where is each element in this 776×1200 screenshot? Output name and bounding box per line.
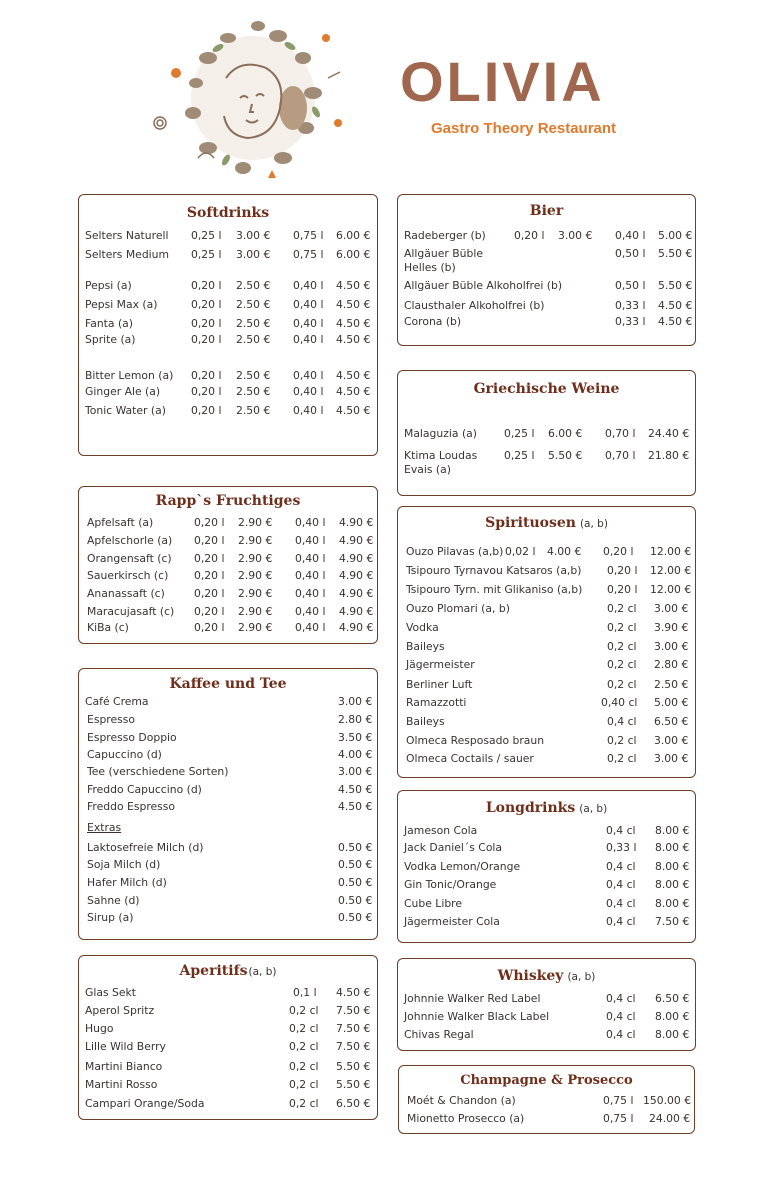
- item-volume: 0,40 l: [293, 385, 324, 398]
- item-volume: 0,2 cl: [289, 1040, 319, 1053]
- item-name: Selters Medium: [85, 248, 170, 261]
- item-volume: 0,40 l: [293, 369, 324, 382]
- item-name: Martini Rosso: [85, 1078, 158, 1091]
- item-name: Sprite (a): [85, 333, 136, 346]
- item-name: Apfelsaft (a): [87, 516, 154, 529]
- item-volume: 0,2 cl: [289, 1004, 319, 1017]
- section-title-text: Longdrinks: [485, 800, 576, 816]
- item-price: 7.50 €: [655, 915, 690, 928]
- item-volume: 0,25 l: [504, 449, 535, 462]
- item-name: Campari Orange/Soda: [85, 1097, 205, 1110]
- item-volume: 0,20 l: [191, 333, 222, 346]
- item-price: 4.50 €: [336, 317, 371, 330]
- kaffee-card: [78, 668, 378, 940]
- item-price: 5.50 €: [658, 279, 693, 292]
- item-volume: 0,50 l: [615, 279, 646, 292]
- item-price: 4.90 €: [339, 534, 374, 547]
- item-price: 24.00 €: [649, 1112, 691, 1125]
- section-title-text: Aperitifs: [179, 963, 248, 979]
- item-price: 8.00 €: [655, 1028, 690, 1041]
- item-price: 4.50 €: [336, 986, 371, 999]
- item-volume: 0,20 l: [191, 317, 222, 330]
- item-price: 2.50 €: [236, 369, 271, 382]
- item-volume: 0,2 cl: [607, 678, 637, 691]
- item-price: 5.50 €: [336, 1060, 371, 1073]
- item-volume: 0,2 cl: [289, 1097, 319, 1110]
- item-volume: 0,25 l: [191, 229, 222, 242]
- item-price: 21.80 €: [648, 449, 690, 462]
- item-price: 0.50 €: [338, 894, 373, 907]
- item-price: 8.00 €: [655, 824, 690, 837]
- item-name: Vodka: [406, 621, 439, 634]
- item-price: 7.50 €: [336, 1040, 371, 1053]
- item-volume: 0,4 cl: [606, 1028, 636, 1041]
- item-volume: 0,02 l: [505, 545, 536, 558]
- item-name: Berliner Luft: [406, 678, 473, 691]
- champagne-card: [398, 1065, 695, 1134]
- item-volume: 0,50 l: [615, 247, 646, 260]
- item-price: 5.50 €: [658, 247, 693, 260]
- item-price: 0.50 €: [338, 858, 373, 871]
- item-price: 3.50 €: [338, 731, 373, 744]
- item-name: Hugo: [85, 1022, 114, 1035]
- item-price: 4.50 €: [336, 279, 371, 292]
- item-price: 6.50 €: [655, 992, 690, 1005]
- item-volume: 0,2 cl: [607, 640, 637, 653]
- item-volume: 0,70 l: [605, 449, 636, 462]
- item-price: 3.00 €: [236, 229, 271, 242]
- item-volume: 0,20 l: [194, 587, 225, 600]
- item-price: 4.90 €: [339, 569, 374, 582]
- item-price: 4.50 €: [336, 298, 371, 311]
- section-title: Kaffee und Tee: [169, 676, 287, 692]
- item-name: Johnnie Walker Black Label: [404, 1010, 550, 1023]
- olive-woman-illustration: [148, 8, 358, 188]
- item-name: Cube Libre: [404, 897, 463, 910]
- item-volume: 0,20 l: [194, 621, 225, 634]
- item-price: 3.00 €: [338, 765, 373, 778]
- item-price: 4.90 €: [339, 587, 374, 600]
- section-title: Rapp`s Fruchtiges: [155, 493, 301, 509]
- item-price: 5.00 €: [654, 696, 689, 709]
- item-name: Ramazzotti: [406, 696, 467, 709]
- item-price: 2.50 €: [236, 317, 271, 330]
- item-volume: 0,40 l: [293, 317, 324, 330]
- section-title: Bier: [529, 203, 564, 219]
- item-volume: 0,40 l: [293, 333, 324, 346]
- item-price: 3.00 €: [654, 734, 689, 747]
- item-name: Baileys: [406, 640, 445, 653]
- item-price: 4.50 €: [338, 783, 373, 796]
- item-price: 6.00 €: [336, 229, 371, 242]
- item-name: Fanta (a): [85, 317, 134, 330]
- item-volume: 0,40 l: [295, 552, 326, 565]
- item-name: Maracujasaft (c): [87, 605, 175, 618]
- item-price: 6.50 €: [654, 715, 689, 728]
- item-price: 4.90 €: [339, 516, 374, 529]
- item-volume: 0,2 cl: [607, 658, 637, 671]
- item-volume: 0,40 l: [295, 587, 326, 600]
- item-name: Allgäuer Büble Alkoholfrei (b): [404, 279, 563, 292]
- item-volume: 0,20 l: [194, 605, 225, 618]
- item-name: Ouzo Plomari (a, b): [406, 602, 510, 615]
- item-name: Olmeca Resposado braun: [406, 734, 545, 747]
- item-price: 8.00 €: [655, 860, 690, 873]
- item-name: Johnnie Walker Red Label: [404, 992, 541, 1005]
- allergen-note: (a, b): [579, 518, 608, 530]
- item-price: 3.00 €: [654, 752, 689, 765]
- item-price: 5.50 €: [548, 449, 583, 462]
- item-name: Bitter Lemon (a): [85, 369, 174, 382]
- item-name: Jameson Cola: [404, 824, 478, 837]
- item-volume: 0,2 cl: [607, 602, 637, 615]
- item-volume: 0,40 l: [293, 298, 324, 311]
- item-price: 8.00 €: [655, 1010, 690, 1023]
- spirituosen-card: [397, 506, 696, 778]
- item-price: 4.50 €: [336, 333, 371, 346]
- item-name: Freddo Capuccino (d): [87, 783, 202, 796]
- item-name: Capuccino (d): [87, 748, 162, 761]
- item-name: Ginger Ale (a): [85, 385, 161, 398]
- item-price: 5.50 €: [336, 1078, 371, 1091]
- item-price: 8.00 €: [655, 841, 690, 854]
- item-price: 3.00 €: [654, 602, 689, 615]
- item-price: 3.00 €: [558, 229, 593, 242]
- item-volume: 0,40 l: [615, 229, 646, 242]
- item-name: Café Crema: [85, 695, 149, 708]
- softdrinks-card: [78, 194, 378, 456]
- section-title: Griechische Weine: [473, 381, 620, 397]
- item-name: KiBa (c): [87, 621, 129, 634]
- item-volume: 0,20 l: [194, 569, 225, 582]
- item-name: Jägermeister Cola: [404, 915, 500, 928]
- item-volume: 0,40 l: [293, 404, 324, 417]
- item-name: Sauerkirsch (c): [87, 569, 169, 582]
- item-volume: 0,2 cl: [289, 1022, 319, 1035]
- item-price: 7.50 €: [336, 1004, 371, 1017]
- item-volume: 0,1 l: [293, 986, 317, 999]
- item-name: Lille Wild Berry: [85, 1040, 166, 1053]
- item-name: Hafer Milch (d): [87, 876, 167, 889]
- item-volume: 0,20 l: [191, 385, 222, 398]
- section-title: [398, 800, 695, 816]
- item-price: 0.50 €: [338, 841, 373, 854]
- allergen-note: (a, b): [248, 966, 277, 978]
- item-price: 8.00 €: [655, 897, 690, 910]
- item-price: 4.90 €: [339, 605, 374, 618]
- item-volume: 0,40 l: [295, 534, 326, 547]
- item-price: 4.50 €: [338, 800, 373, 813]
- section-title: Softdrinks: [186, 205, 270, 221]
- aperitifs-card: [78, 955, 378, 1120]
- item-name: Orangensaft (c): [87, 552, 172, 565]
- item-name: Corona (b): [404, 315, 462, 328]
- item-price: 4.50 €: [336, 385, 371, 398]
- item-name: Olmeca Coctails / sauer: [406, 752, 534, 765]
- item-name: Tsipouro Tyrn. mit Glikaniso (a,b): [406, 583, 583, 596]
- item-name: Ktima Loudas Evais (a): [404, 449, 478, 476]
- item-price: 2.90 €: [238, 605, 273, 618]
- item-price: 2.50 €: [654, 678, 689, 691]
- item-volume: 0,40 l: [295, 621, 326, 634]
- item-name: Vodka Lemon/Orange: [404, 860, 521, 873]
- item-name: Chivas Regal: [404, 1028, 474, 1041]
- section-title: Champagne & Prosecco: [460, 1073, 633, 1088]
- item-price: 7.50 €: [336, 1022, 371, 1035]
- item-volume: 0,40 l: [293, 279, 324, 292]
- item-price: 6.00 €: [336, 248, 371, 261]
- longdrinks-card: [397, 790, 696, 943]
- item-volume: 0,20 l: [191, 279, 222, 292]
- item-price: 4.00 €: [338, 748, 373, 761]
- item-price: 2.50 €: [236, 279, 271, 292]
- brand-name: OLIVIA: [400, 50, 605, 113]
- item-volume: 0,75 l: [293, 229, 324, 242]
- item-name: Espresso Doppio: [87, 731, 177, 744]
- item-volume: 0,70 l: [605, 427, 636, 440]
- item-price: 4.50 €: [658, 315, 693, 328]
- item-price: 5.00 €: [658, 229, 693, 242]
- item-volume: 0,4 cl: [606, 915, 636, 928]
- fruchtiges-card: [78, 486, 378, 644]
- item-name: Sahne (d): [87, 894, 140, 907]
- section-title-text: Spirituosen: [485, 515, 576, 531]
- item-name: Tsipouro Tyrnavou Katsaros (a,b): [406, 564, 582, 577]
- item-volume: 0,2 cl: [607, 734, 637, 747]
- item-volume: 0,75 l: [603, 1112, 634, 1125]
- item-price: 0.50 €: [338, 911, 373, 924]
- item-volume: 0,20 l: [603, 545, 634, 558]
- item-price: 2.90 €: [238, 621, 273, 634]
- item-name: Freddo Espresso: [87, 800, 176, 813]
- item-volume: 0,20 l: [607, 583, 638, 596]
- whiskey-card: [397, 958, 696, 1051]
- item-volume: 0,4 cl: [606, 897, 636, 910]
- item-price: 12.00 €: [650, 564, 692, 577]
- item-volume: 0,75 l: [293, 248, 324, 261]
- item-price: 24.40 €: [648, 427, 690, 440]
- item-volume: 0,20 l: [194, 552, 225, 565]
- extras-label: Extras: [87, 821, 122, 834]
- item-price: 4.50 €: [336, 369, 371, 382]
- section-title-text: Whiskey: [497, 968, 564, 984]
- item-name: Soja Milch (d): [87, 858, 161, 871]
- section-title: [398, 515, 695, 531]
- item-volume: 0,4 cl: [607, 715, 637, 728]
- item-volume: 0,20 l: [607, 564, 638, 577]
- item-volume: 0,2 cl: [289, 1060, 319, 1073]
- item-volume: 0,20 l: [194, 534, 225, 547]
- item-price: 2.90 €: [238, 569, 273, 582]
- item-volume: 0,20 l: [191, 298, 222, 311]
- item-price: 2.90 €: [238, 534, 273, 547]
- item-volume: 0,4 cl: [606, 992, 636, 1005]
- item-volume: 0,40 l: [295, 569, 326, 582]
- item-volume: 0,40 cl: [601, 696, 638, 709]
- item-price: 12.00 €: [650, 583, 692, 596]
- item-name: Ananassaft (c): [87, 587, 165, 600]
- item-price: 2.50 €: [236, 333, 271, 346]
- item-price: 8.00 €: [655, 878, 690, 891]
- item-price: 150.00 €: [643, 1094, 692, 1107]
- item-volume: 0,20 l: [194, 516, 225, 529]
- item-name: Jack Daniel´s Cola: [404, 841, 503, 854]
- item-name: Pepsi Max (a): [85, 298, 158, 311]
- item-price: 4.90 €: [339, 621, 374, 634]
- item-name: Martini Bianco: [85, 1060, 163, 1073]
- item-price: 3.00 €: [338, 695, 373, 708]
- brand-subtitle: Gastro Theory Restaurant: [431, 120, 617, 137]
- item-name: Jägermeister: [406, 658, 475, 671]
- item-volume: 0,2 cl: [607, 752, 637, 765]
- item-name: Espresso: [87, 713, 136, 726]
- item-price: 6.50 €: [336, 1097, 371, 1110]
- item-name: Moét & Chandon (a): [407, 1094, 516, 1107]
- item-price: 2.50 €: [236, 298, 271, 311]
- item-volume: 0,20 l: [191, 369, 222, 382]
- item-price: 0.50 €: [338, 876, 373, 889]
- item-volume: 0,2 cl: [607, 621, 637, 634]
- item-name: Glas Sekt: [85, 986, 137, 999]
- item-volume: 0,25 l: [504, 427, 535, 440]
- item-volume: 0,33 l: [615, 299, 646, 312]
- item-volume: 0,4 cl: [606, 860, 636, 873]
- item-price: 12.00 €: [650, 545, 692, 558]
- item-name: Radeberger (b): [404, 229, 486, 242]
- item-price: 2.90 €: [238, 516, 273, 529]
- item-name: Laktosefreie Milch (d): [87, 841, 204, 854]
- item-price: 2.50 €: [236, 404, 271, 417]
- item-volume: 0,25 l: [191, 248, 222, 261]
- item-price: 3.00 €: [654, 640, 689, 653]
- item-name: Baileys: [406, 715, 445, 728]
- item-volume: 0,33 l: [615, 315, 646, 328]
- item-price: 3.00 €: [236, 248, 271, 261]
- item-volume: 0,40 l: [295, 605, 326, 618]
- item-name: Tonic Water (a): [85, 404, 166, 417]
- section-title: [398, 968, 695, 984]
- allergen-note: (a, b): [579, 803, 608, 815]
- item-volume: 0,20 l: [514, 229, 545, 242]
- item-name: Allgäuer Büble Helles (b): [404, 247, 483, 274]
- item-price: 2.80 €: [338, 713, 373, 726]
- item-price: 2.80 €: [654, 658, 689, 671]
- item-price: 4.00 €: [547, 545, 582, 558]
- item-name: Malaguzia (a): [404, 427, 478, 440]
- item-volume: 0,40 l: [295, 516, 326, 529]
- item-volume: 0,4 cl: [606, 878, 636, 891]
- item-name: Apfelschorle (a): [87, 534, 173, 547]
- item-name: Mionetto Prosecco (a): [407, 1112, 525, 1125]
- item-price: 6.00 €: [548, 427, 583, 440]
- item-name: Ouzo Pilavas (a,b): [406, 545, 504, 558]
- allergen-note: (a, b): [567, 971, 596, 983]
- item-price: 2.90 €: [238, 552, 273, 565]
- item-name: Tee (verschiedene Sorten): [87, 765, 229, 778]
- item-volume: 0,33 l: [606, 841, 637, 854]
- item-price: 4.90 €: [339, 552, 374, 565]
- item-price: 3.90 €: [654, 621, 689, 634]
- item-name: Sirup (a): [87, 911, 134, 924]
- item-name: Selters Naturell: [85, 229, 169, 242]
- item-price: 2.90 €: [238, 587, 273, 600]
- section-title: [79, 963, 377, 979]
- item-volume: 0,4 cl: [606, 824, 636, 837]
- weine-card: [397, 370, 696, 496]
- item-volume: 0,75 l: [603, 1094, 634, 1107]
- item-price: 2.50 €: [236, 385, 271, 398]
- item-volume: 0,4 cl: [606, 1010, 636, 1023]
- item-price: 4.50 €: [658, 299, 693, 312]
- item-name: Aperol Spritz: [85, 1004, 155, 1017]
- item-price: 4.50 €: [336, 404, 371, 417]
- bier-card: [397, 194, 696, 346]
- item-volume: 0,2 cl: [289, 1078, 319, 1091]
- item-name: Pepsi (a): [85, 279, 132, 292]
- item-name: Clausthaler Alkoholfrei (b): [404, 299, 545, 312]
- item-name: Gin Tonic/Orange: [404, 878, 497, 891]
- item-volume: 0,20 l: [191, 404, 222, 417]
